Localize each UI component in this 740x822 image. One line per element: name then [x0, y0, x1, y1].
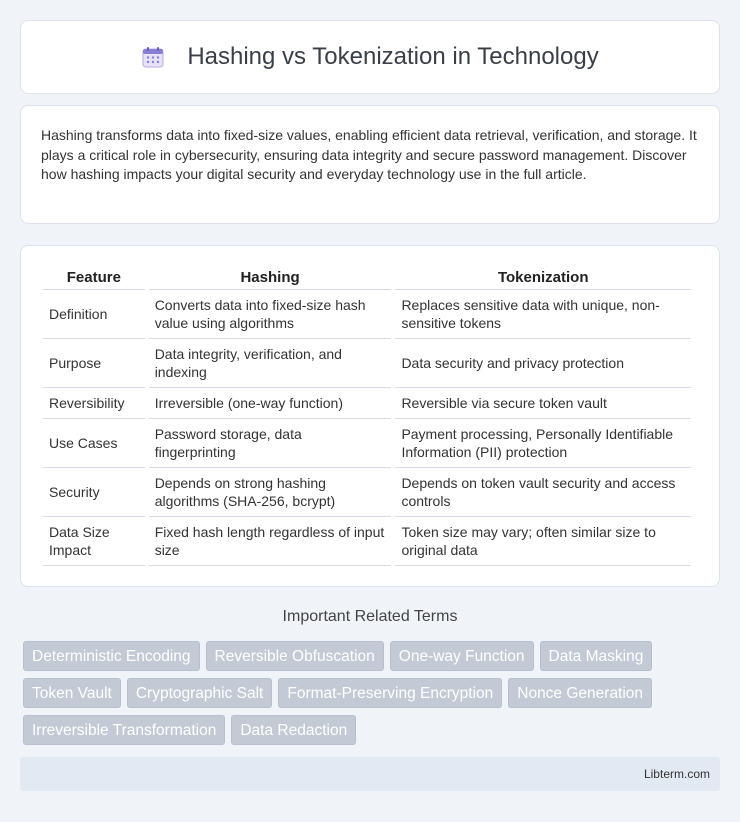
column-header-tokenization: Tokenization — [395, 266, 691, 290]
table-row — [43, 419, 691, 468]
intro-text: Hashing transforms data into fixed-size values, enabling efficient data retrieval, verification, and storage. It plays a critical role in cybersecurity, ensuring data integrity and secure password management. Discover how hashing impacts your digital security and everyday technology use in the full article. — [41, 127, 697, 182]
related-terms-list — [23, 641, 723, 745]
intro-card — [20, 105, 720, 224]
table-cell-feature: Reversibility — [43, 388, 145, 419]
related-term-tag[interactable]: Token Vault — [23, 678, 121, 708]
title-wrap — [141, 43, 598, 71]
table-header-row — [43, 266, 691, 290]
table-cell-feature: Use Cases — [43, 419, 145, 468]
table-cell-feature: Data Size Impact — [43, 517, 145, 566]
related-term-tag[interactable]: Cryptographic Salt — [127, 678, 273, 708]
column-header-feature: Feature — [43, 266, 145, 290]
table-cell-feature: Purpose — [43, 339, 145, 388]
table-cell-hashing: Irreversible (one-way function) — [149, 388, 392, 419]
table-cell-tokenization: Reversible via secure token vault — [395, 388, 691, 419]
related-term-tag[interactable]: Deterministic Encoding — [23, 641, 200, 671]
column-header-hashing: Hashing — [149, 266, 392, 290]
table-cell-tokenization: Token size may vary; often similar size to original data — [395, 517, 691, 566]
table-row — [43, 290, 691, 339]
table-row — [43, 339, 691, 388]
table-cell-hashing: Depends on strong hashing algorithms (SHA-256, bcrypt) — [149, 468, 392, 517]
related-term-tag[interactable]: Nonce Generation — [508, 678, 652, 708]
table-cell-tokenization: Payment processing, Personally Identifiable Information (PII) protection — [395, 419, 691, 468]
table-cell-hashing: Password storage, data fingerprinting — [149, 419, 392, 468]
footer-bar — [20, 757, 720, 791]
table-cell-tokenization: Data security and privacy protection — [395, 339, 691, 388]
related-term-tag[interactable]: Irreversible Transformation — [23, 715, 225, 745]
related-term-tag[interactable]: Reversible Obfuscation — [206, 641, 384, 671]
table-row — [43, 517, 691, 566]
table-cell-hashing: Fixed hash length regardless of input size — [149, 517, 392, 566]
table-cell-tokenization: Depends on token vault security and access controls — [395, 468, 691, 517]
comparison-table — [39, 266, 695, 566]
related-terms-heading: Important Related Terms — [282, 608, 458, 625]
table-cell-tokenization: Replaces sensitive data with unique, non-sensitive tokens — [395, 290, 691, 339]
table-cell-feature: Security — [43, 468, 145, 517]
related-term-tag[interactable]: Data Redaction — [231, 715, 356, 745]
page-title: Hashing vs Tokenization in Technology — [187, 43, 599, 70]
table-card — [20, 245, 720, 587]
header-card — [20, 20, 720, 94]
related-term-tag[interactable]: Format-Preserving Encryption — [278, 678, 502, 708]
table-cell-hashing: Data integrity, verification, and indexing — [149, 339, 392, 388]
table-cell-feature: Definition — [43, 290, 145, 339]
related-term-tag[interactable]: Data Masking — [540, 641, 653, 671]
table-cell-hashing: Converts data into fixed-size hash value using algorithms — [149, 290, 392, 339]
calendar-icon — [141, 45, 165, 69]
related-term-tag[interactable]: One-way Function — [390, 641, 534, 671]
table-row — [43, 468, 691, 517]
footer-site-link[interactable]: Libterm.com — [643, 767, 710, 781]
table-row — [43, 388, 691, 419]
